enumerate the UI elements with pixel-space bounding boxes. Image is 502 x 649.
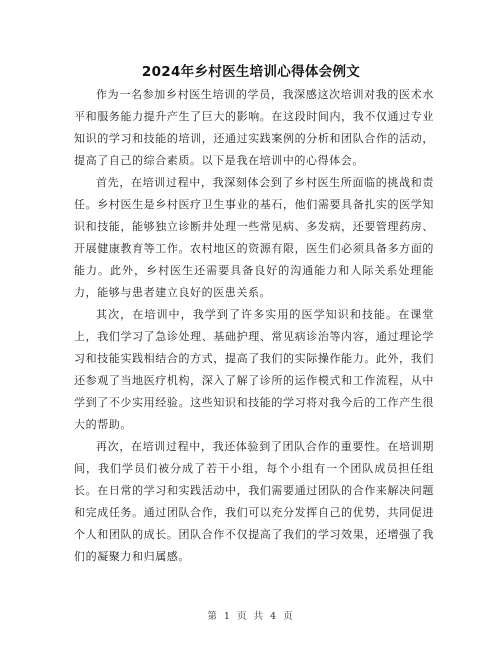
paragraph-2: 首先，在培训过程中，我深刻体会到了乡村医生所面临的挑战和责任。乡村医生是乡村医疗卫生事业的基石，他们需要具备扎实的医学知识和技能，能够独立诊断并处理一些常见病、多发病，还要管理药房、开展健康教育等工作。农村地区的资源有限，医生们必须具备多方面的能力。此外，乡村医生还需要具备良好的沟通能力和人际关系处理能力，能够与患者建立良好的医患关系。 (74, 176, 434, 299)
page-number-footer: 第 1 页 共 4 页 (207, 611, 295, 622)
document-body (74, 84, 434, 568)
paragraph-4: 再次，在培训过程中，我还体验到了团队合作的重要性。在培训期间，我们学员们被分成了若干小组，每个小组有一个团队成员担任组长。在日常的学习和实践活动中，我们需要通过团队的合作来解决问题和完成任务。通过团队合作，我们可以充分发挥自己的优势，共同促进个人和团队的成长。团队合作不仅提高了我们的学习效果，还增强了我们的凝聚力和归属感。 (74, 440, 434, 563)
paragraph-1: 作为一名参加乡村医生培训的学员，我深感这次培训对我的医术水平和服务能力提升产生了巨大的影响。在这段时间内，我不仅通过专业知识的学习和技能的培训，还通过实践案例的分析和团队合作的活动，提高了自己的综合素质。以下是我在培训中的心得体会。 (74, 88, 434, 167)
paragraph-3: 其次，在培训中，我学到了许多实用的医学知识和技能。在课堂上，我们学习了急诊处理、基础护理、常见病诊治等内容，通过理论学习和技能实践相结合的方式，提高了我们的实际操作能力。此外，我们还参观了当地医疗机构，深入了解了诊所的运作模式和工作流程，从中学到了不少实用经验。这些知识和技能的学习将对我今后的工作产生很大的帮助。 (74, 308, 434, 431)
document-title: 2024年乡村医生培训心得体会例文 (141, 64, 361, 80)
